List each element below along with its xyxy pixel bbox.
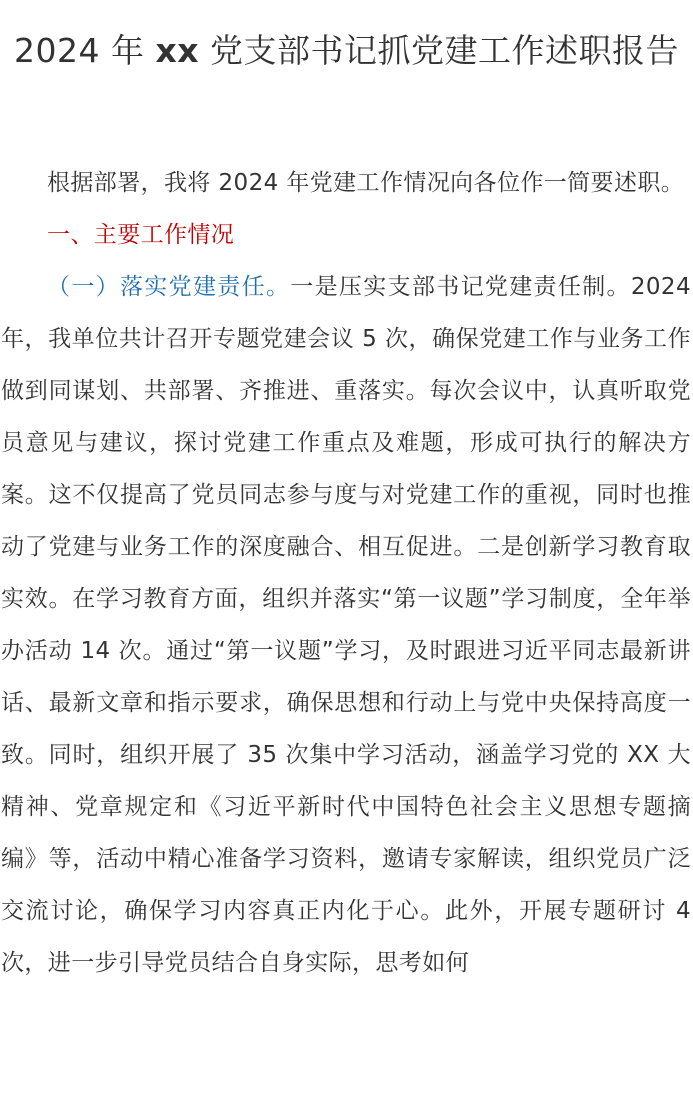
title-year: 2024 年 [13,31,156,70]
document-body [1,157,691,989]
subsection-heading: （一）落实党建责任。 [47,274,291,300]
section-heading: 一、主要工作情况 [47,222,235,248]
subsection-paragraph [1,261,691,989]
title-xx: xx [155,31,200,70]
subsection-body: 一是压实支部书记党建责任制。2024 年，我单位共计召开专题党建会议 5 次，确保党建工作与业务工作做到同谋划、共部署、齐推进、重落实。每次会议中，认真听取党员意见与建议，探讨党建工作重点及难题，形成可执行的解决方案。这不仅提高了党员同志参与度与对党建工作的重视，同时也推动了党建与业务工作的深度融合、相互促进。二是创新学习教育取实效。在学习教育方面，组织并落实“第一议题”学习制度，全年举办活动 14 次。通过“第一议题”学习，及时跟进习近平同志最新讲话、最新文章和指示要求，确保思想和行动上与党中央保持高度一致。同时，组织开展了 35 次集中学习活动，涵盖学习党的 XX 大精神、党章规定和《习近平新时代中国特色社会主义思想专题摘编》等，活动中精心准备学习资料，邀请专家解读，组织党员广泛交流讨论，确保学习内容真正内化于心。此外，开展专题研讨 4 次，进一步引导党员结合自身实际，思考如何 [1,274,692,976]
intro-paragraph: 根据部署，我将 2024 年党建工作情况向各位作一简要述职。 [47,170,685,196]
title-rest: 党支部书记抓党建工作述职报告 [199,31,680,70]
document-title [8,24,685,78]
